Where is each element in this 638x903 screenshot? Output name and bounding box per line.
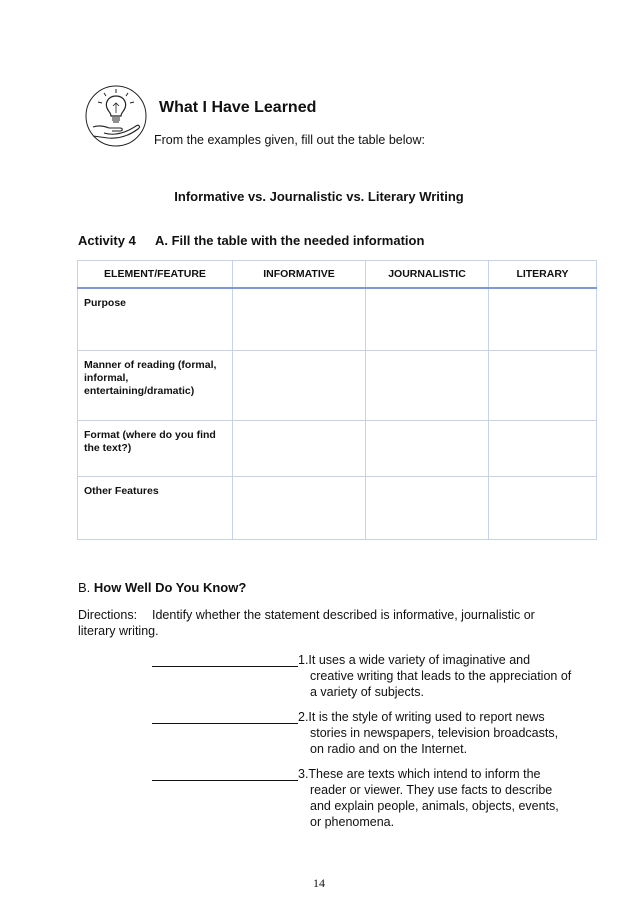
directions-line: literary writing. [78, 624, 159, 638]
directions [78, 607, 578, 639]
table-header-row [78, 261, 597, 288]
answer-cell-journalistic[interactable] [366, 477, 489, 540]
feature-cell [78, 421, 233, 477]
answer-blank[interactable] [152, 766, 298, 781]
answer-cell-journalistic[interactable] [366, 351, 489, 421]
feature-cell [78, 351, 233, 421]
feature-line: Other Features [84, 485, 159, 497]
answer-cell-literary[interactable] [489, 351, 597, 421]
question-text: and explain people, animals, objects, events, [310, 799, 559, 813]
table-row [78, 288, 597, 351]
feature-cell [78, 477, 233, 540]
answer-cell-informative[interactable] [233, 421, 366, 477]
answer-blank[interactable] [152, 652, 298, 667]
question-item [152, 709, 592, 757]
part-b-heading [78, 580, 246, 595]
question-text: a variety of subjects. [310, 685, 424, 699]
directions-line: Identify whether the statement described is informative, journalistic or [152, 608, 535, 622]
question-text: creative writing that leads to the appreciation of [310, 669, 572, 683]
activity-heading [78, 233, 424, 248]
answer-cell-informative[interactable] [233, 288, 366, 351]
question-text: stories in newspapers, television broadcasts, [310, 726, 559, 740]
part-b-prefix: B. [78, 580, 91, 595]
comparison-table [77, 260, 597, 540]
question-item [152, 652, 592, 700]
feature-line: Format (where do you find [84, 429, 216, 441]
feature-line: Manner of reading (formal, [84, 359, 217, 371]
header-informative: INFORMATIVE [233, 261, 366, 288]
part-b-title: How Well Do You Know? [93, 580, 247, 595]
question-text: reader or viewer. They use facts to describe [310, 783, 553, 797]
feature-line: Purpose [84, 296, 127, 309]
header-element-feature: ELEMENT/FEATURE [78, 261, 233, 288]
feature-cell [78, 288, 233, 351]
directions-label: Directions: [78, 608, 138, 622]
header-literary: LITERARY [489, 261, 597, 288]
answer-cell-informative[interactable] [233, 351, 366, 421]
question-text: on radio and on the Internet. [310, 742, 468, 756]
section-title: What I Have Learned [159, 99, 317, 116]
answer-cell-journalistic[interactable] [366, 288, 489, 351]
answer-cell-journalistic[interactable] [366, 421, 489, 477]
table-row [78, 477, 597, 540]
question-text: 3.These are texts which intend to inform the [298, 767, 541, 781]
comparison-title: Informative vs. Journalistic vs. Literary Writing [174, 189, 464, 204]
feature-line: the text?) [84, 442, 132, 454]
activity-instruction: A. Fill the table with the needed information [155, 233, 425, 248]
question-text: 2.It is the style of writing used to report news [298, 710, 545, 724]
question-text: 1.It uses a wide variety of imaginative and [298, 653, 531, 667]
feature-line: entertaining/dramatic) [84, 385, 195, 397]
feature-line: informal, [84, 372, 129, 384]
answer-cell-literary[interactable] [489, 421, 597, 477]
activity-label: Activity 4 [78, 233, 136, 248]
question-item [152, 766, 592, 830]
table-row [78, 351, 597, 421]
question-text: or phenomena. [310, 815, 395, 829]
answer-blank[interactable] [152, 709, 298, 724]
lightbulb-hand-icon [84, 83, 148, 149]
page-number: 14 [313, 876, 325, 890]
answer-cell-literary[interactable] [489, 477, 597, 540]
table-row [78, 421, 597, 477]
section-subtitle: From the examples given, fill out the table below: [154, 133, 425, 147]
answer-cell-informative[interactable] [233, 477, 366, 540]
answer-cell-literary[interactable] [489, 288, 597, 351]
header-journalistic: JOURNALISTIC [366, 261, 489, 288]
